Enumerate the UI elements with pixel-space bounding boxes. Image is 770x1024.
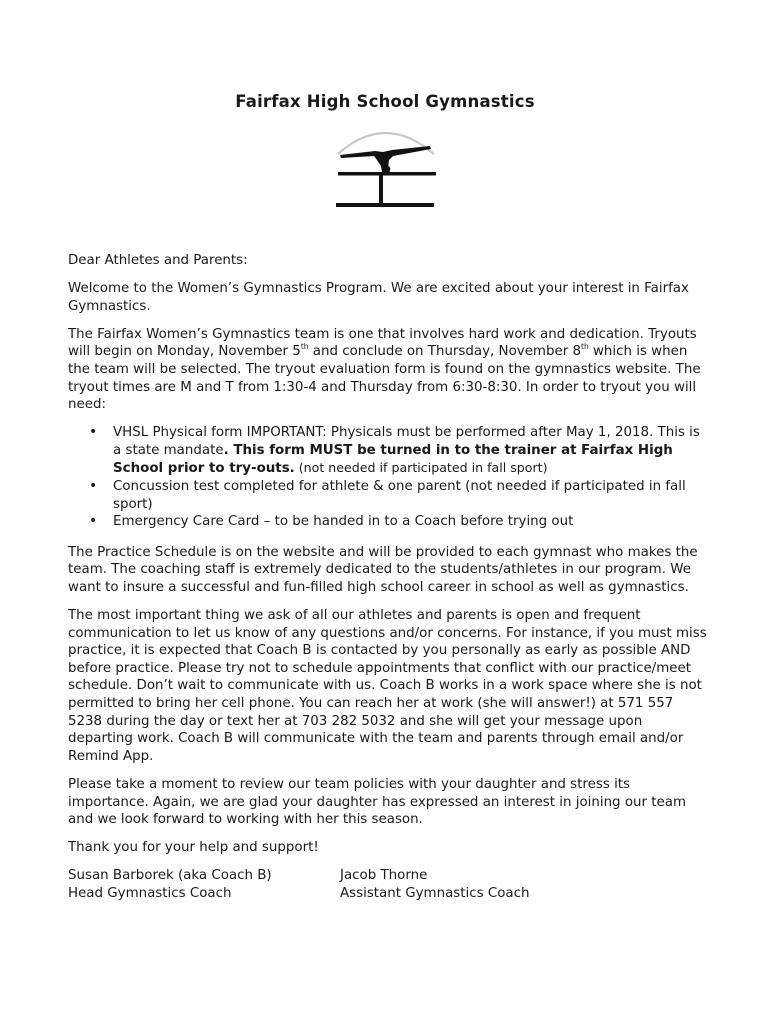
coach-title: Head Gymnastics Coach (68, 885, 232, 901)
practice-paragraph: The Practice Schedule is on the website and will be provided to each gymnast who makes the team. The coaching staff is extremely dedicated to the students/athletes in our program. We want to insure a successful and fun-filled high school career in school as well as gymnastics. (68, 544, 698, 595)
assistant-coach-signature (340, 867, 640, 902)
salutation: Dear Athletes and Parents: (68, 253, 248, 268)
signature-block (68, 867, 708, 902)
requirements-list (68, 424, 708, 531)
coach-name: Jacob Thorne (340, 868, 428, 884)
list-item: • VHSL Physical form IMPORTANT: Physicals must be performed after May 1, 2018. This is a state mandate. This form MUST be turned in to the trainer at Fairfax High School prior to try-outs. (not needed if participated in fall sport) (113, 424, 708, 478)
head-coach-signature (68, 867, 340, 902)
thanks-line: Thank you for your help and support! (68, 840, 319, 856)
coach-name: Susan Barborek (aka Coach B) (68, 868, 272, 884)
list-item: • Concussion test completed for athlete & one parent (not needed if participated in fall sport) (113, 478, 708, 513)
gymnast-on-beam-icon (330, 122, 440, 214)
policies-paragraph: Please take a moment to review our team policies with your daughter and stress its importance. Again, we are glad your daughter has expressed an interest in joining our team and we look forward to working with her this season. (68, 776, 686, 828)
tryouts-paragraph: The Fairfax Women’s Gymnastics team is one that involves hard work and dedication. Tryouts will begin on Monday, November 5th and conclude on Thursday, November 8th which is when the team will be selected. The tryout evaluation form is found on the gymnastics website. The tryout times are M and T from 1:30-4 and Thursday from 6:30-8:30. In order to tryout you will need: (68, 326, 701, 413)
page-title: Fairfax High School Gymnastics (235, 92, 535, 111)
list-item: • Emergency Care Card – to be handed in to a Coach before trying out (113, 513, 708, 531)
coach-title: Assistant Gymnastics Coach (340, 885, 530, 901)
intro-paragraph: Welcome to the Women’s Gymnastics Program. We are excited about your interest in Fairfax Gymnastics. (68, 281, 689, 314)
letter-body (68, 252, 708, 903)
communication-paragraph: The most important thing we ask of all our athletes and parents is open and frequent communication to let us know of any questions and/or concerns. For instance, if you must miss practice, it is expected that Coach B is contacted by you personally as early as possible AND before practice. Please try not to schedule appointments that conflict with our practice/meet schedule. Don’t wait to communicate with us. Coach B works in a work space where she is not permitted to bring her cell phone. You can reach her at work (she will answer!) at 571 557 5238 during the day or text her at 703 282 5032 and she will get your message upon departing work. Coach B will communicate with the team and parents through email and/or Remind App. (68, 608, 707, 764)
